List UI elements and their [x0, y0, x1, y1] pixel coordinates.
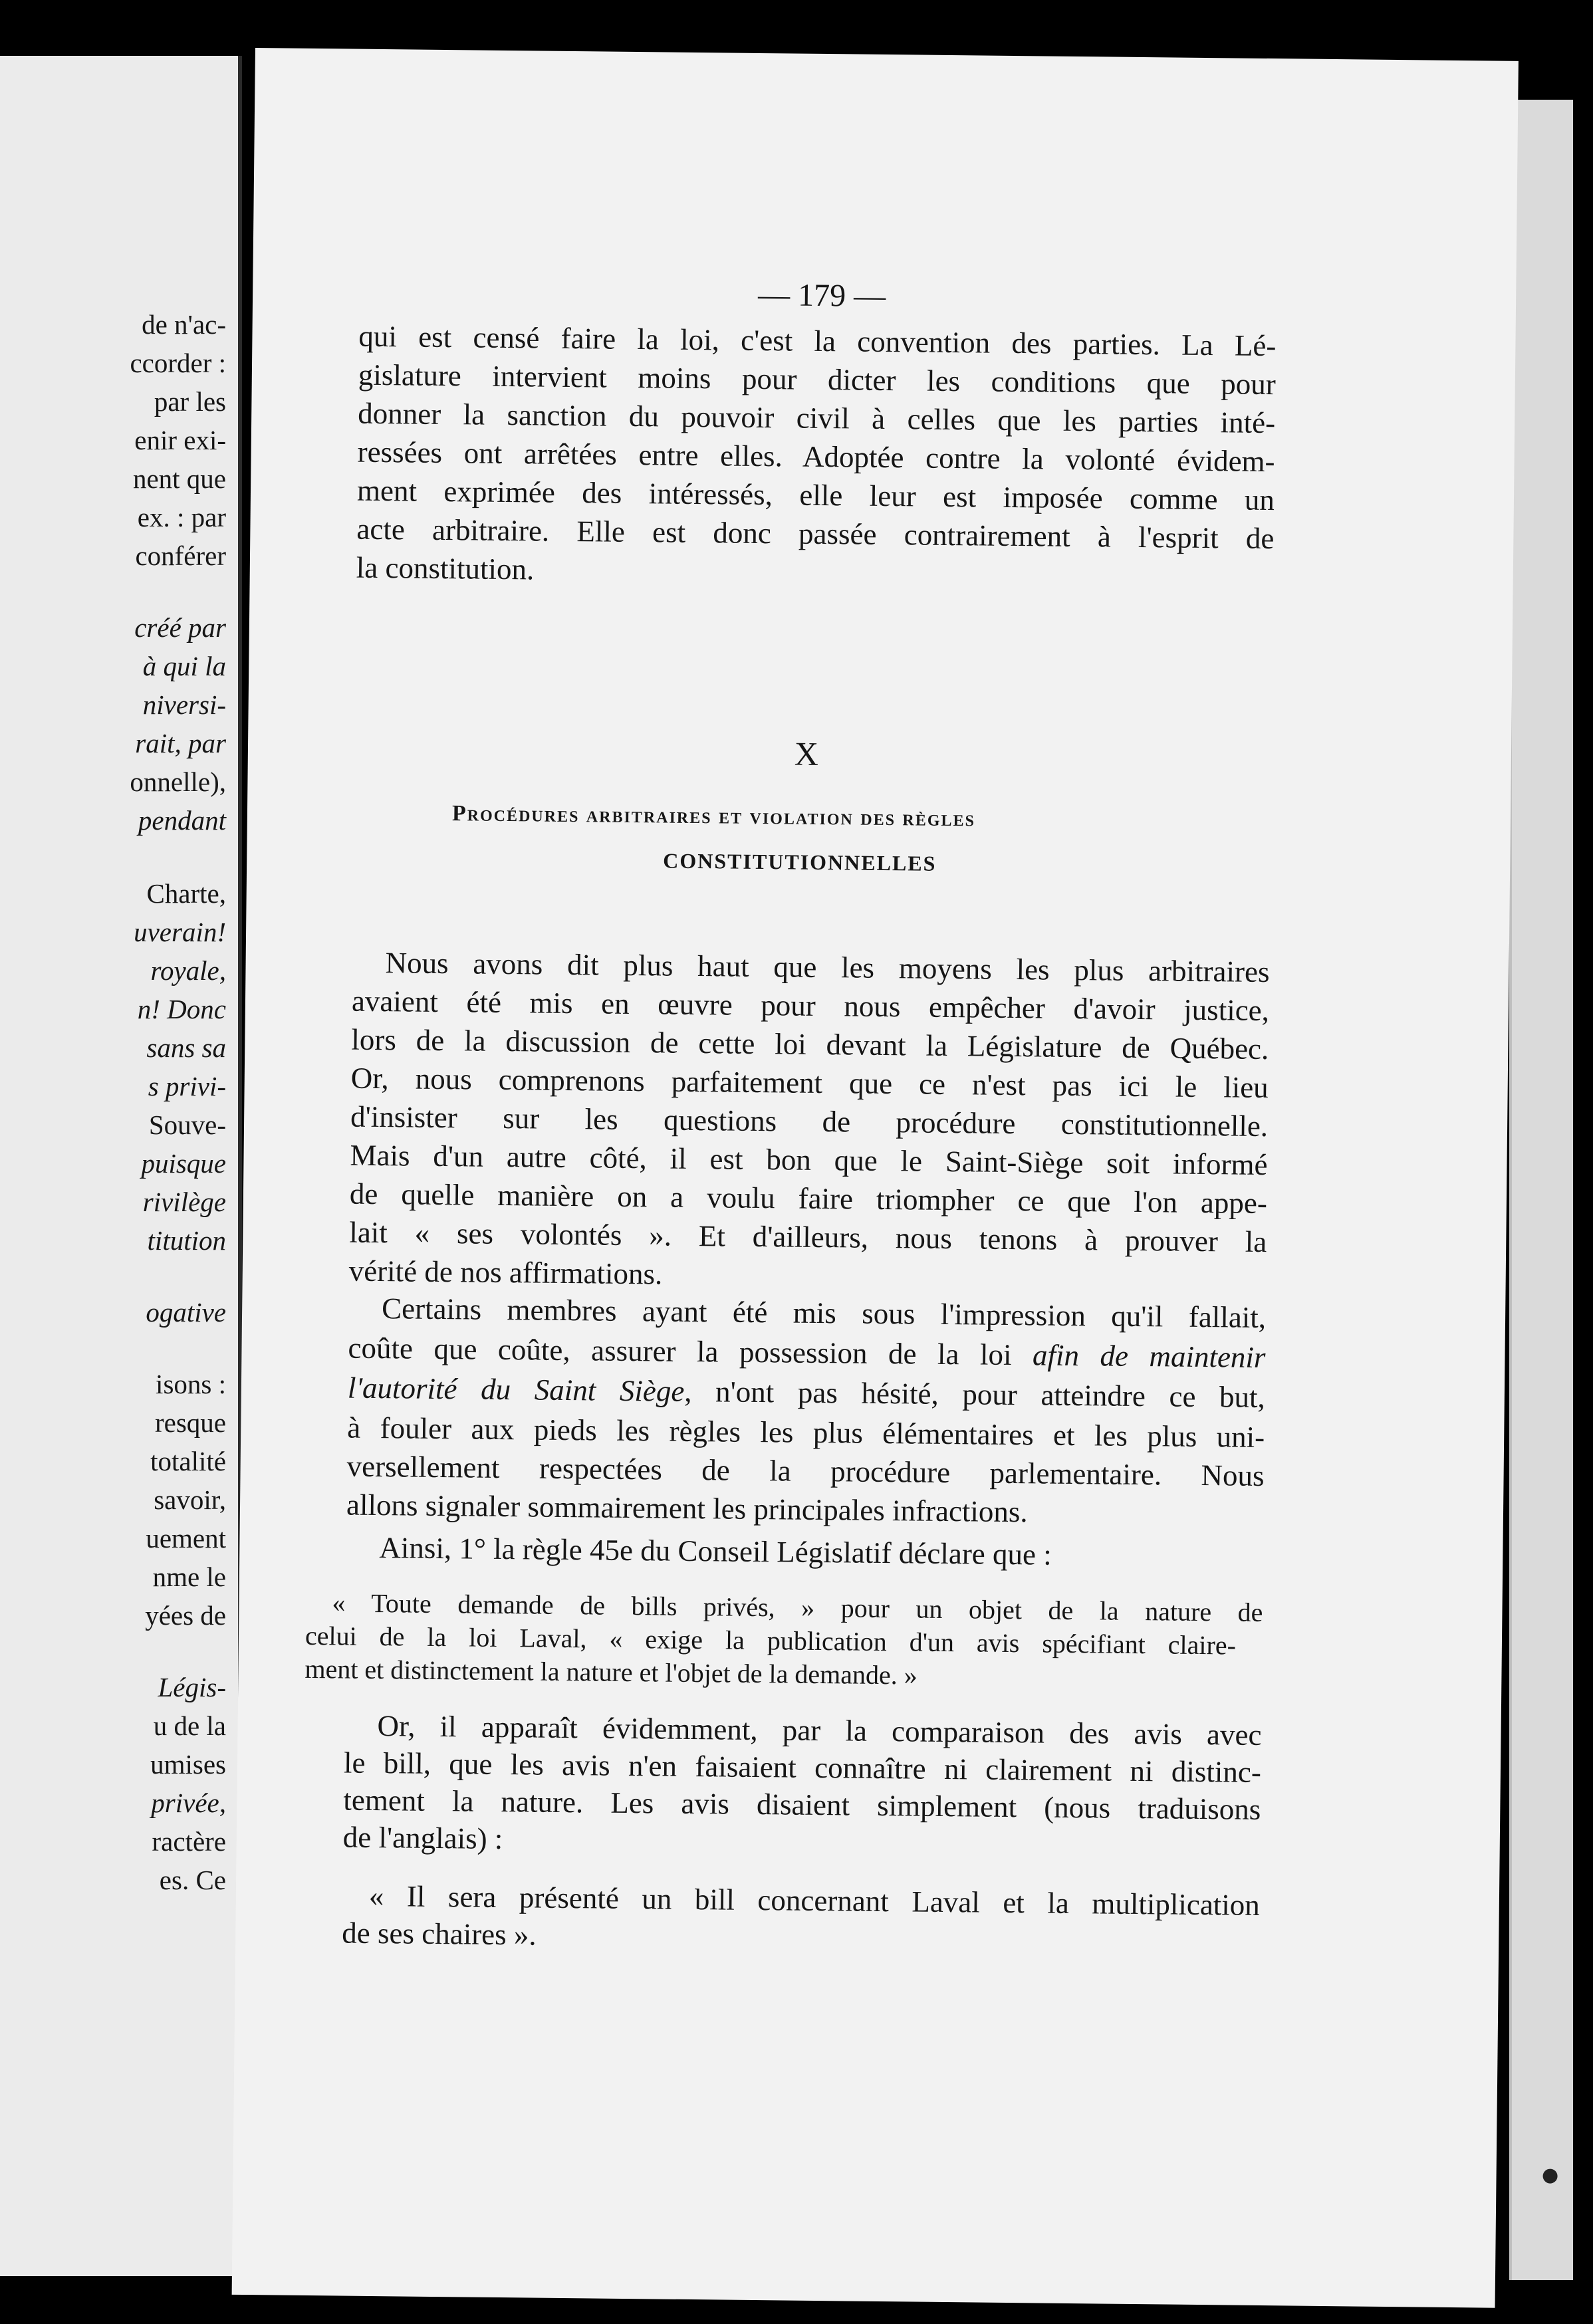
text-line: Mais d'un autre côté, il est bon que le Saint-Siège soit informé: [350, 1138, 1268, 1182]
section-number: X: [794, 735, 819, 772]
left-page-line: enir exi-: [134, 425, 226, 455]
text-line: lors de la discussion de cette loi devant la Législature de Québec.: [351, 1022, 1269, 1066]
left-page-line: par les: [154, 386, 226, 417]
left-page-line: uverain!: [134, 917, 226, 947]
left-page-line: resque: [154, 1407, 226, 1438]
text-line: « Toute demande de bills privés, » pour un objet de la nature de: [332, 1587, 1263, 1627]
left-page-line: onnelle),: [130, 766, 226, 797]
left-page-line: isons :: [156, 1369, 226, 1399]
left-page-line: n! Donc: [137, 994, 226, 1024]
ink-dot: [1542, 2168, 1557, 2183]
left-page-line: u de la: [153, 1710, 226, 1741]
text-line: de quelle manière on a voulu faire triompher ce que l'on appe-: [349, 1177, 1268, 1220]
text-line: Nous avons dit plus haut que les moyens les plus arbitraires: [385, 946, 1270, 989]
left-page-line: rivilège: [142, 1187, 226, 1217]
text-line: d'insister sur les questions de procédure constitutionnelle.: [350, 1100, 1269, 1143]
left-page-line: ractère: [152, 1826, 226, 1857]
left-page-line: ex. : par: [137, 502, 226, 532]
next-page-edge: [1509, 100, 1573, 2280]
text-line: allons signaler sommairement les principales infractions.: [346, 1488, 1028, 1529]
text-line: de ses chaires ».: [342, 1916, 537, 1952]
left-page-line: es. Ce: [159, 1865, 226, 1895]
left-page-line: créé par: [134, 612, 226, 643]
left-page-line: umises: [150, 1749, 226, 1780]
left-page-line: à qui la: [142, 651, 226, 681]
text-line: vérité de nos affirmations.: [348, 1254, 663, 1291]
left-page-line: de n'ac-: [142, 309, 226, 340]
text-run: , n'ont pas hésité, pour atteindre ce but,: [684, 1374, 1266, 1415]
text-line: celui de la loi Laval, « exige la publication d'un avis spécifiant claire-: [305, 1620, 1237, 1661]
paragraph-4: Ainsi, 1° la règle 45e du Conseil Législatif déclare que :: [379, 1531, 1052, 1571]
text-line: Or, il apparaît évidemment, par la comparaison des avis avec: [377, 1709, 1262, 1752]
left-page-line: ogative: [146, 1297, 226, 1328]
left-page-line: nme le: [152, 1562, 226, 1592]
text-line: versellement respectées de la procédure parlementaire. Nous: [346, 1449, 1265, 1493]
text-line: ment et distinctement la nature et l'objet de la demande. »: [305, 1653, 918, 1690]
text-line: tement la nature. Les avis disaient simplement (nous traduisons: [343, 1783, 1261, 1826]
text-line: acte arbitraire. Elle est donc passée contrairement à l'esprit de: [356, 512, 1275, 556]
left-page-line: savoir,: [154, 1484, 226, 1515]
text-line: à fouler aux pieds les règles les plus élémentaires et les plus uni-: [347, 1411, 1265, 1454]
left-page-line: totalité: [150, 1446, 226, 1476]
left-page-line: pendant: [138, 805, 226, 836]
text-line: Certains membres ayant été mis sous l'impression qu'il fallait,: [381, 1292, 1267, 1335]
text-line: avaient été mis en œuvre pour nous empêcher d'avoir justice,: [351, 984, 1270, 1028]
section-title-line-2: CONSTITUTIONNELLES: [663, 848, 937, 875]
main-page: [232, 48, 1519, 2308]
text-line: ressées ont arrêtées entre elles. Adoptée contre la volonté évidem-: [357, 435, 1275, 479]
left-page-line: sans sa: [146, 1032, 226, 1063]
left-page-line: titution: [147, 1225, 226, 1256]
left-page-line: niversi-: [142, 689, 226, 720]
italic-text-run: afin de maintenir: [1032, 1338, 1266, 1375]
section-title-line-1: Procédures arbitraires et violation des règles: [451, 801, 976, 832]
left-page-line: Souve-: [148, 1109, 226, 1140]
text-line: ment exprimée des intéressés, elle leur est imposée comme un: [356, 473, 1275, 517]
text-line: Or, nous comprenons parfaitement que ce n'est pas ici le lieu: [350, 1061, 1269, 1105]
text-line: de l'anglais) :: [342, 1820, 503, 1856]
left-page-line: royale,: [150, 955, 226, 986]
left-page-line: ccorder :: [130, 348, 226, 378]
left-page-line: Charte,: [146, 878, 226, 909]
text-line: lait « ses volontés ». Et d'ailleurs, nous tenons à prouver la: [349, 1215, 1267, 1259]
left-page-line: Légis-: [158, 1672, 226, 1702]
left-page-line: puisque: [141, 1148, 226, 1179]
left-page-line: rait, par: [135, 728, 226, 758]
text-line: donner la sanction du pouvoir civil à celles que les parties inté-: [357, 396, 1276, 440]
page-number: — 179 —: [757, 277, 886, 314]
text-run: coûte que coûte, assurer la possession de la loi: [348, 1331, 1033, 1372]
text-line: la constitution.: [356, 550, 535, 586]
italic-text-run: l'autorité du Saint Siège: [347, 1371, 685, 1408]
left-page-line: yées de: [145, 1600, 226, 1631]
text-line: [348, 1331, 1266, 1375]
left-page-line: conférer: [135, 540, 226, 571]
left-page-line: privée,: [151, 1788, 226, 1818]
text-line: [348, 1373, 1265, 1413]
left-page-line: uement: [146, 1523, 226, 1554]
left-page-line: nent que: [132, 463, 226, 494]
text-line: le bill, que les avis n'en faisaient connaître ni clairement ni distinc-: [343, 1746, 1262, 1789]
text-line: qui est censé faire la loi, c'est la convention des parties. La Lé-: [358, 319, 1277, 363]
text-line: gislature intervient moins pour dicter les conditions que pour: [358, 358, 1277, 402]
left-page-line: s privi-: [148, 1071, 226, 1102]
text-line: « Il sera présenté un bill concernant Laval et la multiplication: [368, 1879, 1261, 1922]
left-page-fragment: [0, 56, 242, 2276]
